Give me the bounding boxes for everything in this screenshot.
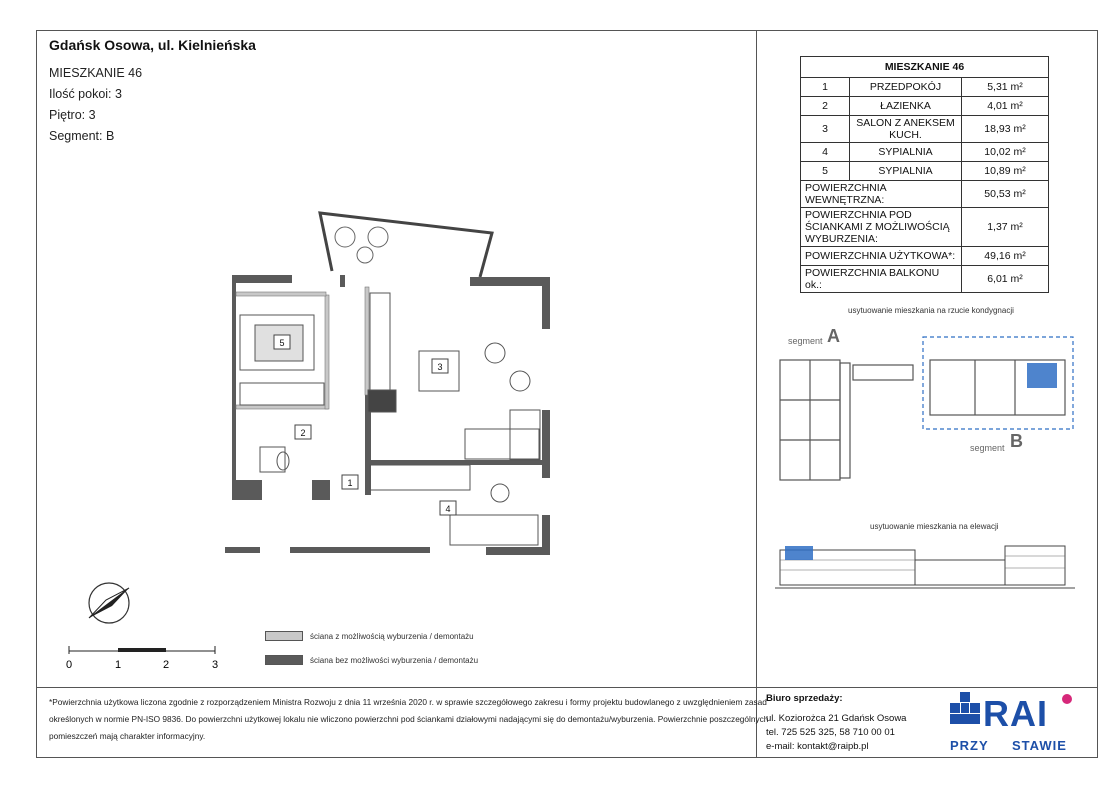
room-label-4: 4 (445, 504, 451, 514)
scale-bar (60, 644, 230, 672)
site-plan (775, 335, 1075, 485)
legend-swatch-light (265, 631, 303, 641)
footnote-line-1: *Powierzchnia użytkowa liczona zgodnie z rozporządzeniem Ministra Rozwoju z dnia 11 września 2020 r. w sprawie szczegółowego zakresu i formy projektu budowlanego z uwzględnieniem zasad (49, 697, 767, 707)
table-row: 5 SYPIALNIA 10,89 m² (801, 162, 1049, 181)
divider-horizontal (36, 687, 1098, 688)
rooms-table (800, 56, 1049, 293)
page-title: Gdańsk Osowa, ul. Kielnieńska (49, 37, 256, 53)
legend-swatch-dark (265, 655, 303, 665)
room-label-5: 5 (279, 338, 285, 348)
segment-a-label: segment (788, 336, 823, 346)
elevation-caption: usytuowanie mieszkania na elewacji (870, 522, 999, 531)
segment-label: Segment: B (49, 129, 115, 143)
sales-email[interactable]: e-mail: kontakt@raipb.pl (766, 741, 869, 752)
sales-phone[interactable]: tel. 725 525 325, 58 710 00 01 (766, 727, 895, 738)
table-row: 4 SYPIALNIA 10,02 m² (801, 143, 1049, 162)
logo-brand: RAI (983, 693, 1048, 734)
logo-mark-icon (950, 692, 980, 725)
logo-dot (1062, 694, 1072, 704)
load-bearing-walls (225, 275, 550, 555)
table-total-row: POWIERZCHNIA BALKONU ok.: 6,01 m² (801, 266, 1049, 293)
balcony (320, 213, 492, 277)
logo-sub-left: PRZY (950, 738, 989, 753)
sales-heading: Biuro sprzedaży: (766, 693, 843, 704)
table-row: 1 PRZEDPOKÓJ 5,31 m² (801, 78, 1049, 97)
sales-address: ul. Koziorożca 21 Gdańsk Osowa (766, 713, 907, 724)
apartment-name: MIESZKANIE 46 (49, 66, 143, 80)
floor-number: Piętro: 3 (49, 108, 96, 122)
table-total-row: POWIERZCHNIA UŻYTKOWA*: 49,16 m² (801, 247, 1049, 266)
scale-tick: 0 (65, 659, 73, 671)
table-title: MIESZKANIE 46 (801, 57, 1049, 78)
footnote-line-2: określonych w normie PN-ISO 9836. Do powierzchni użytkowej lokalu nie wliczono powierzchni pod ściankami działowymi nadającymi się do demontażu/wyburzenia. Powierzchnie poszczególnych (49, 714, 769, 724)
room-label-1: 1 (347, 478, 353, 488)
legend-dark-label: ściana bez możliwości wyburzenia / demontażu (310, 656, 479, 665)
table-row: 2 ŁAZIENKA 4,01 m² (801, 97, 1049, 116)
room-label-3: 3 (437, 362, 443, 372)
room-count: Ilość pokoi: 3 (49, 87, 122, 101)
table-total-row: POWIERZCHNIA POD ŚCIANKAMI Z MOŻLIWOŚCIĄ WYBURZENIA: 1,37 m² (801, 208, 1049, 247)
logo-sub-right: STAWIE (1012, 738, 1067, 753)
scale-tick: 2 (162, 659, 170, 671)
floor-location-caption: usytuowanie mieszkania na rzucie kondygnacji (848, 306, 1014, 315)
furniture (240, 293, 540, 545)
table-row: 3 SALON Z ANEKSEM KUCH. 18,93 m² (801, 116, 1049, 143)
segment-b-label: segment (970, 443, 1005, 453)
apartment-highlight (1027, 363, 1057, 388)
scale-tick: 1 (114, 659, 122, 671)
table-total-row: POWIERZCHNIA WEWNĘTRZNA: 50,53 m² (801, 181, 1049, 208)
north-arrow-icon (84, 578, 134, 628)
segment-a-letter: A (827, 326, 840, 346)
elevation-drawing (775, 538, 1075, 593)
segment-b-letter: B (1010, 431, 1023, 451)
divider-vertical (756, 30, 757, 687)
room-label-2: 2 (300, 428, 306, 438)
scale-tick: 3 (211, 659, 219, 671)
legend-light-label: ściana z możliwością wyburzenia / demontażu (310, 632, 474, 641)
floor-plan (200, 205, 580, 565)
footnote-line-3: pomieszczeń mają charakter informacyjny. (49, 731, 206, 741)
